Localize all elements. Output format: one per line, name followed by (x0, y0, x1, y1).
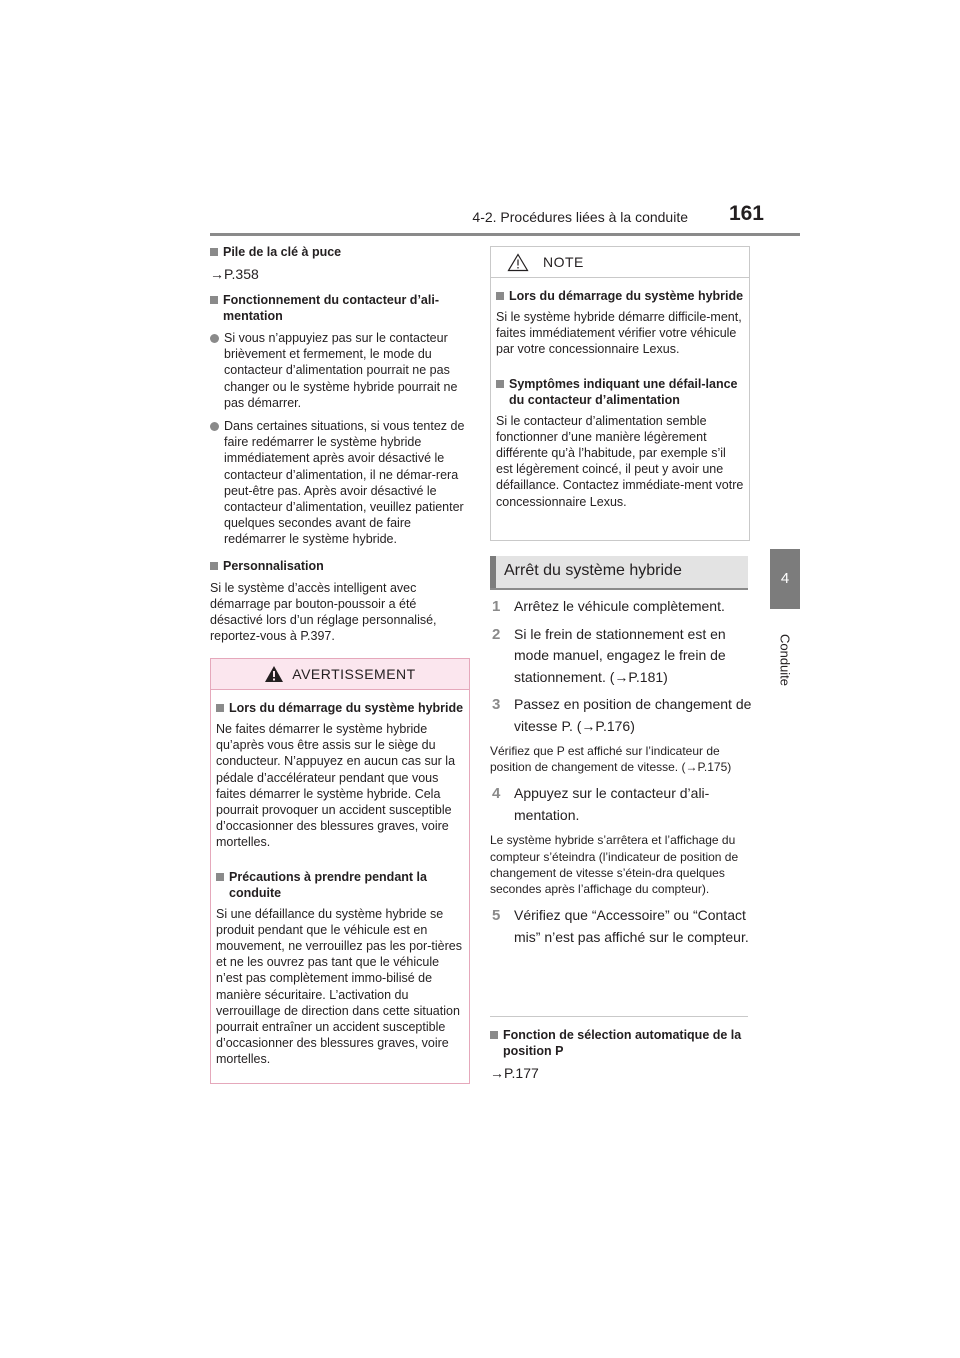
step-number: 4 (492, 785, 501, 803)
warning-text-precautions: Si une défaillance du système hybride se produit pendant que le véhicule est en mouvement, ne verrouillez pas les por-tières et ne les ouvrez pas tant que le véhicule n’est pas complètement immo-bilisé de manière sécuritaire. L’activation du verrouillage de direction dans cette situation pourrait entraîner un accident susceptible d’occasionner des blessures graves, voire mortelles. (216, 906, 462, 1067)
square-bullet-icon (210, 562, 218, 570)
section-accent (490, 556, 496, 588)
page-number: 161 (728, 202, 764, 225)
note-title: NOTE (543, 254, 584, 270)
step-note: Le système hybride s’arrêtera et l’affichage du compteur s’éteindra (l’indicateur de position de changement de vitesse s’étein-dra quelques secondes après l’affichage du compteur). (490, 833, 739, 897)
square-bullet-icon (496, 292, 504, 300)
round-bullet-icon (210, 422, 219, 431)
warning-header (211, 659, 469, 690)
header-rule (210, 233, 800, 236)
step-number: 5 (492, 907, 501, 925)
personnalisation-text: Si le système d’accès intelligent avec démarrage par bouton-poussoir a été désactivé lors d’un réglage personnalisé, reportez-vous à P.397. (210, 580, 437, 644)
note-heading-demarrage: Lors du démarrage du système hybride (496, 288, 744, 304)
note-header (491, 247, 749, 278)
heading-personnalisation: Personnalisation (210, 558, 472, 574)
step-item (490, 694, 752, 737)
warning-heading-demarrage: Lors du démarrage du système hybride (216, 700, 464, 716)
heading-selection-auto: Fonction de sélection automatique de la position P (490, 1027, 752, 1059)
warning-triangle-icon (264, 665, 284, 683)
step-item (490, 905, 752, 948)
warning-box (210, 658, 470, 1084)
warning-heading-precautions: Précautions à prendre pendant la conduite (216, 869, 464, 901)
square-bullet-icon (210, 296, 218, 304)
divider (490, 1016, 748, 1017)
page-reference-link[interactable]: →P.177 (490, 1065, 539, 1081)
step-note: Vérifiez que P est affiché sur l’indicateur de position de changement de vitesse. (→P.175) (490, 744, 732, 775)
step-text: Passez en position de changement de vitesse P. (→P.176) (514, 696, 752, 734)
square-bullet-icon (216, 704, 224, 712)
step-number: 1 (492, 598, 501, 615)
section-title-bar (490, 556, 748, 590)
warning-text-demarrage: Ne faites démarrer le système hybride qu’après vous être assis sur le siège du conducteur. N’appuyez en aucun cas sur la pédale d’accélérateur pendant que vous faites démarrer le système hybride. Cela pourrait provoquer un accident susceptible d’occasionner des blessures graves, voire mortelles. (216, 722, 456, 850)
note-heading-symptomes: Symptômes indiquant une défail-lance du contacteur d’alimentation (496, 376, 744, 408)
page-reference-link[interactable]: →P.358 (210, 266, 259, 282)
square-bullet-icon (216, 873, 224, 881)
step-text: Arrêtez le véhicule complètement. (514, 598, 725, 614)
warning-title: AVERTISSEMENT (292, 666, 416, 682)
square-bullet-icon (496, 380, 504, 388)
bottom-block (490, 1027, 752, 1091)
heading-pile: Pile de la clé à puce (210, 244, 472, 260)
note-text-demarrage: Si le système hybride démarre difficile-ment, faites immédiatement vérifier votre véhicule par votre concessionnaire Lexus. (496, 310, 742, 357)
caution-triangle-icon (507, 253, 529, 272)
list-item: Si vous n’appuyiez pas sur le contacteur brièvement et fermement, le mode du contacteur d’alimentation pourrait ne pas changer ou le système hybride pourrait ne pas démarrer. (210, 330, 472, 411)
square-bullet-icon (490, 1031, 498, 1039)
note-box (490, 246, 750, 541)
step-item (490, 596, 752, 618)
left-column (210, 244, 472, 654)
running-header: 4-2. Procédures liées à la conduite (472, 209, 688, 225)
step-text: Vérifiez que “Accessoire” ou “Contact mis” n’est pas affiché sur le compteur. (514, 907, 749, 945)
step-item (490, 624, 752, 689)
step-item (490, 783, 752, 826)
heading-fonctionnement: Fonctionnement du contacteur d’ali-mentation (210, 292, 472, 324)
step-number: 3 (492, 696, 501, 713)
square-bullet-icon (210, 248, 218, 256)
step-text: Appuyez sur le contacteur d’ali-mentation. (514, 785, 710, 823)
steps-list (490, 596, 752, 954)
round-bullet-icon (210, 334, 219, 343)
step-text: Si le frein de stationnement est en mode manuel, engagez le frein de stationnement. (→P.181) (514, 625, 726, 685)
note-text-symptomes: Si le contacteur d’alimentation semble fonctionner d’une manière légèrement différente qu’à l’habitude, par exemple s’il est légèrement coincé, il peut y avoir une défaillance. Contactez immédiate-ment votre concessionnaire Lexus. (496, 413, 744, 509)
step-number: 2 (492, 625, 501, 643)
list-item: Dans certaines situations, si vous tentez de faire redémarrer le système hybride immédiatement après avoir désactivé le contacteur d’alimentation, il ne démar-rera peut-être pas. Après avoir désactivé le contacteur d’alimentation, veuillez patienter quelques secondes avant de faire redémarrer le système hybride. (210, 418, 472, 548)
chapter-tab-number[interactable]: 4 (770, 549, 800, 609)
chapter-tab-label: Conduite (777, 633, 793, 687)
section-title: Arrêt du système hybride (504, 562, 682, 579)
